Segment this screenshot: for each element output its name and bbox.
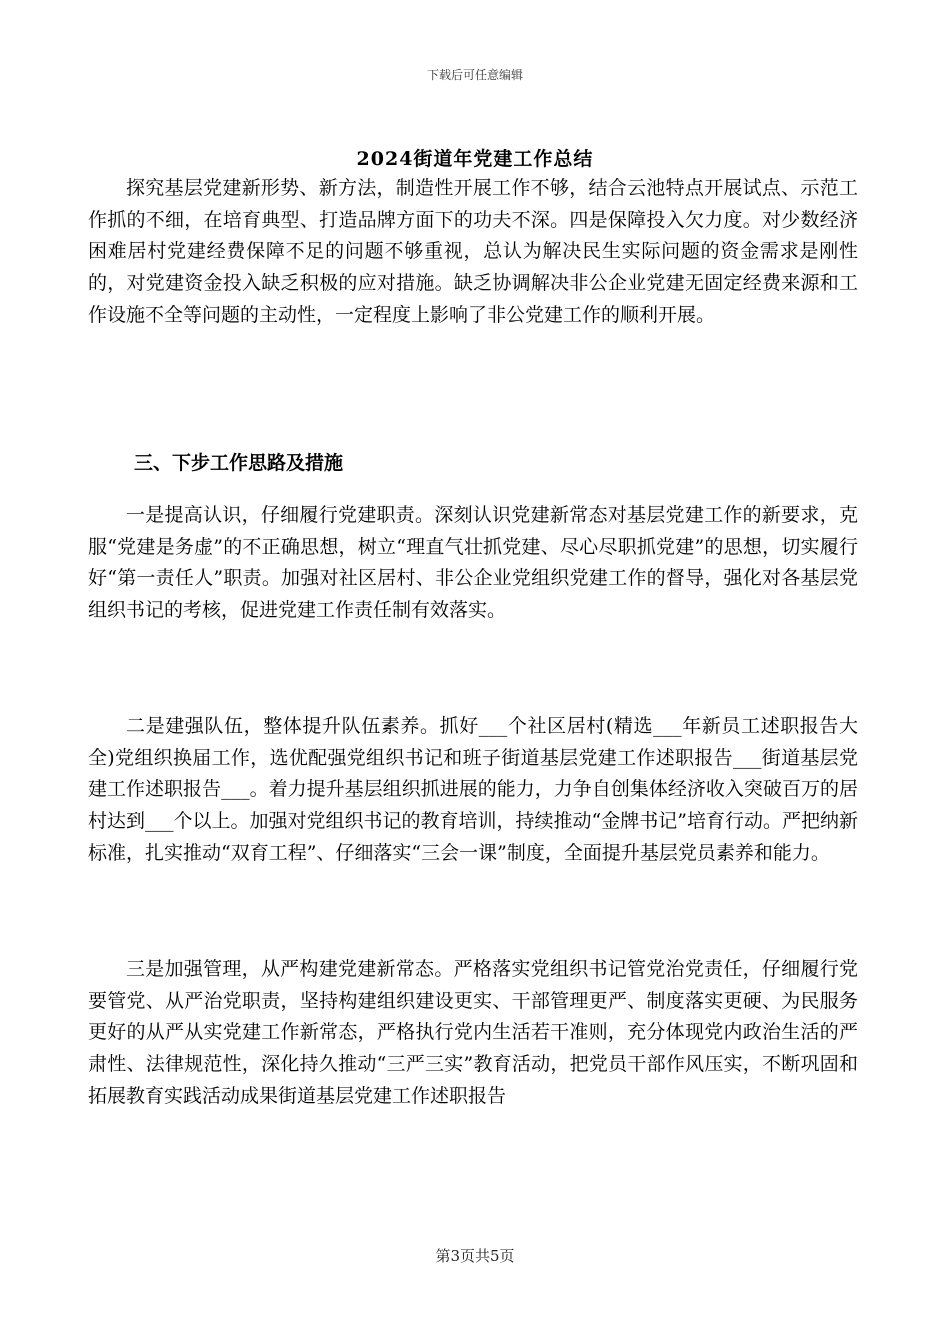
section-heading: 三、下步工作思路及措施 [134, 452, 344, 474]
header-note: 下载后可任意编辑 [426, 68, 523, 82]
document-title: 2024街道年党建工作总结 [356, 148, 594, 170]
paragraph-3: 二是建强队伍，整体提升队伍素养。抓好___个社区居村(精选___年新员工述职报告大全)党组织换届工作，选优配强党组织书记和班子街道基层党建工作述职报告___街道基层党建工作述职报告___。着力提升基层组织抓进展的能力，力争自创集体经济收入突破百万的居村达到___个以上。加强对党组织书记的教育培训，持续推动“金牌书记”培育行动。严把纳新标准，扎实推动“双育工程”、仔细落实“三会一课”制度，全面提升基层党员素养和能力。 [88, 715, 858, 864]
paragraph-4: 三是加强管理，从严构建党建新常态。严格落实党组织书记管党治党责任，仔细履行党要管党、从严治党职责，坚持构建组织建设更实、干部管理更严、制度落实更硬、为民服务更好的从严从实党建工作新常态，严格执行党内生活若干准则，充分体现党内政治生活的严肃性、法律规范性，深化持久推动“三严三实”教育活动，把党员干部作风压实，不断巩固和拓展教育实践活动成果街道基层党建工作述职报告 [88, 958, 858, 1107]
paragraph-2: 一是提高认识，仔细履行党建职责。深刻认识党建新常态对基层党建工作的新要求，克服“党建是务虚”的不正确思想，树立“理直气壮抓党建、尽心尽职抓党建”的思想，切实履行好“第一责任人”职责。加强对社区居村、非公企业党组织党建工作的督导，强化对各基层党组织书记的考核，促进党建工作责任制有效落实。 [88, 504, 858, 622]
page-number-footer: 第3页共5页 [435, 1247, 515, 1265]
paragraph-1: 探究基层党建新形势、新方法，制造性开展工作不够，结合云池特点开展试点、示范工作抓的不细，在培育典型、打造品牌方面下的功夫不深。四是保障投入欠力度。对少数经济困难居村党建经费保障不足的问题不够重视，总认为解决民生实际问题的资金需求是刚性的，对党建资金投入缺乏积极的应对措施。缺乏协调解决非公企业党建无固定经费来源和工作设施不全等问题的主动性，一定程度上影响了非公党建工作的顺利开展。 [88, 177, 858, 326]
